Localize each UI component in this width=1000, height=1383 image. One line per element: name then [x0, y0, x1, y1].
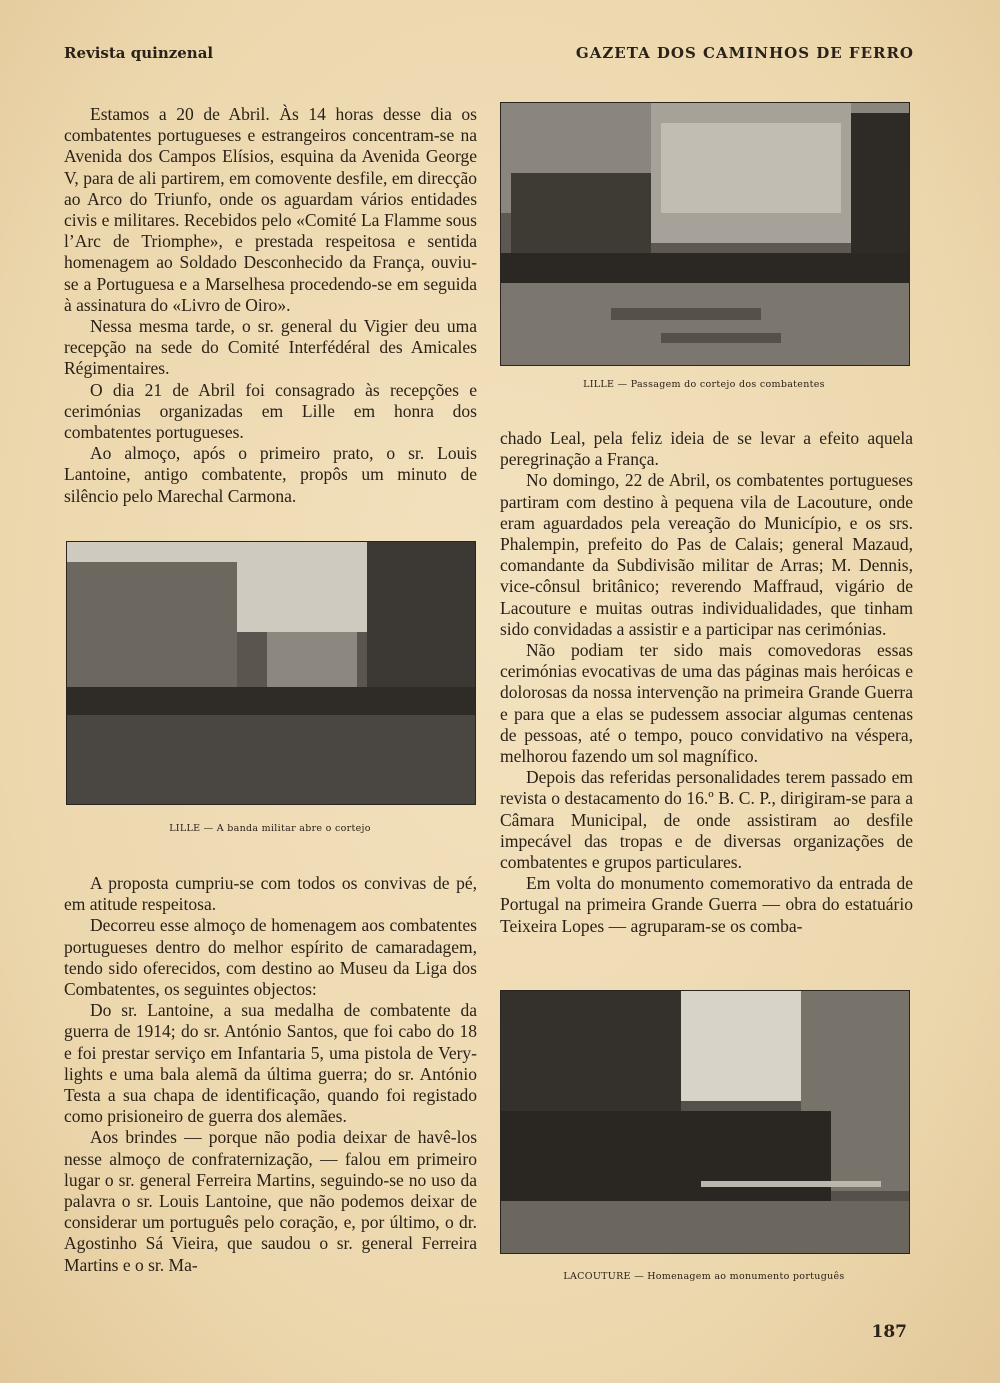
paragraph: Ao almoço, após o primeiro prato, o sr. Louis Lantoine, antigo combatente, propôs um minuto de silêncio pelo Marechal Carmona.	[64, 443, 477, 506]
paragraph: Não podiam ter sido mais comovedoras essas cerimónias evocativas de uma das páginas mais heróicas e dolorosas da nossa intervenção na primeira Grande Guerra e para que a elas se pudessem associar algumas centenas de pessoas, até o tempo, pouco convidativo na véspera, melhorou fazendo um sol magnífico.	[500, 640, 913, 767]
paragraph: O dia 21 de Abril foi consagrado às recepções e cerimónias organizadas em Lille em honra dos combatentes portugueses.	[64, 379, 477, 443]
column-1-top-text	[64, 104, 477, 507]
photo-lille-band	[66, 541, 476, 805]
column-2-text	[500, 428, 913, 937]
paragraph: Do sr. Lantoine, a sua medalha de combatente da guerra de 1914; do sr. António Santos, que foi cabo do 18 e foi prestar serviço em Infantaria 5, uma pistola de Very-lights e uma bala alemã da última guerra; do sr. António Testa a sua chapa de identificação, quando foi registado como prisioneiro de guerra dos alemães.	[64, 1000, 477, 1127]
paragraph: Decorreu esse almoço de homenagem aos combatentes portugueses dentro do melhor espírito de camaradagem, tendo sido oferecidos, com destino ao Museu da Liga dos Combatentes, os seguintes objectos:	[64, 915, 477, 1000]
photo-lille-procession	[500, 102, 910, 366]
paragraph: Depois das referidas personalidades terem passado em revista o destacamento do 16.º B. C. P., dirigiram-se para a Câmara Municipal, de onde assistiram ao desfile impecável das tropas e de diversas organizações de combatentes e grupos particulares.	[500, 767, 913, 873]
paragraph: No domingo, 22 de Abril, os combatentes portugueses partiram com destino à pequena vila de Lacouture, onde eram aguardados pela vereação do Município, e os srs. Phalempin, prefeito do Pas de Calais; general Mazaud, comandante da Subdivisão militar de Arras; M. Dennis, vice-cônsul britânico; reverendo Maffraud, vigário de Lacouture e muitas outras individualidades, que tinham sido convidadas a assistir e a participar nas cerimónias.	[500, 470, 913, 639]
paragraph: A proposta cumpriu-se com todos os convivas de pé, em atitude respeitosa.	[64, 873, 477, 915]
paragraph-continuation: chado Leal, pela feliz ideia de se levar a efeito aquela peregrinação a França.	[500, 428, 913, 470]
photo-caption: LACOUTURE — Homenagem ao monumento português	[563, 1271, 845, 1282]
paragraph: Em volta do monumento comemorativo da entrada de Portugal na primeira Grande Guerra — obra do estatuário Teixeira Lopes — agruparam-se os comba-	[500, 873, 913, 936]
paragraph: Nessa mesma tarde, o sr. general du Vigier deu uma recepção na sede do Comité Interfédéral des Amicales Régimentaires.	[64, 316, 477, 379]
page-number: 187	[871, 1322, 907, 1342]
running-header-left: Revista quinzenal	[64, 44, 214, 62]
paragraph: Aos brindes — porque não podia deixar de havê-los nesse almoço de confraternização, — falou em primeiro lugar o sr. general Ferreira Martins, seguindo-se no uso da palavra o sr. Louis Lantoine, que não podemos deixar de considerar um português pelo coração, e, por último, o dr. Agostinho Sá Vieira, que saudou o sr. general Ferreira Martins e o sr. Ma-	[64, 1127, 477, 1275]
column-1-bottom-text	[64, 873, 477, 1276]
running-header-right: GAZETA DOS CAMINHOS DE FERRO	[575, 44, 914, 62]
photo-caption: LILLE — Passagem do cortejo dos combatentes	[583, 379, 825, 390]
paragraph: Estamos a 20 de Abril. Às 14 horas desse dia os combatentes portugueses e estrangeiros concentram-se na Avenida dos Campos Elísios, esquina da Avenida George V, para de ali partirem, em comovente desfile, em direcção ao Arco do Triunfo, onde os aguardam vários entidades civis e militares. Recebidos pelo «Comité La Flamme sous l’Arc de Triomphe», e prestada respeitosa e sentida homenagem ao Soldado Desconhecido da França, ouviu-se a Portuguesa e a Marselhesa procedendo-se em seguida à assinatura do «Livro de Oiro».	[64, 104, 477, 315]
photo-lacouture-monument	[500, 990, 910, 1254]
photo-caption: LILLE — A banda militar abre o cortejo	[169, 823, 371, 834]
